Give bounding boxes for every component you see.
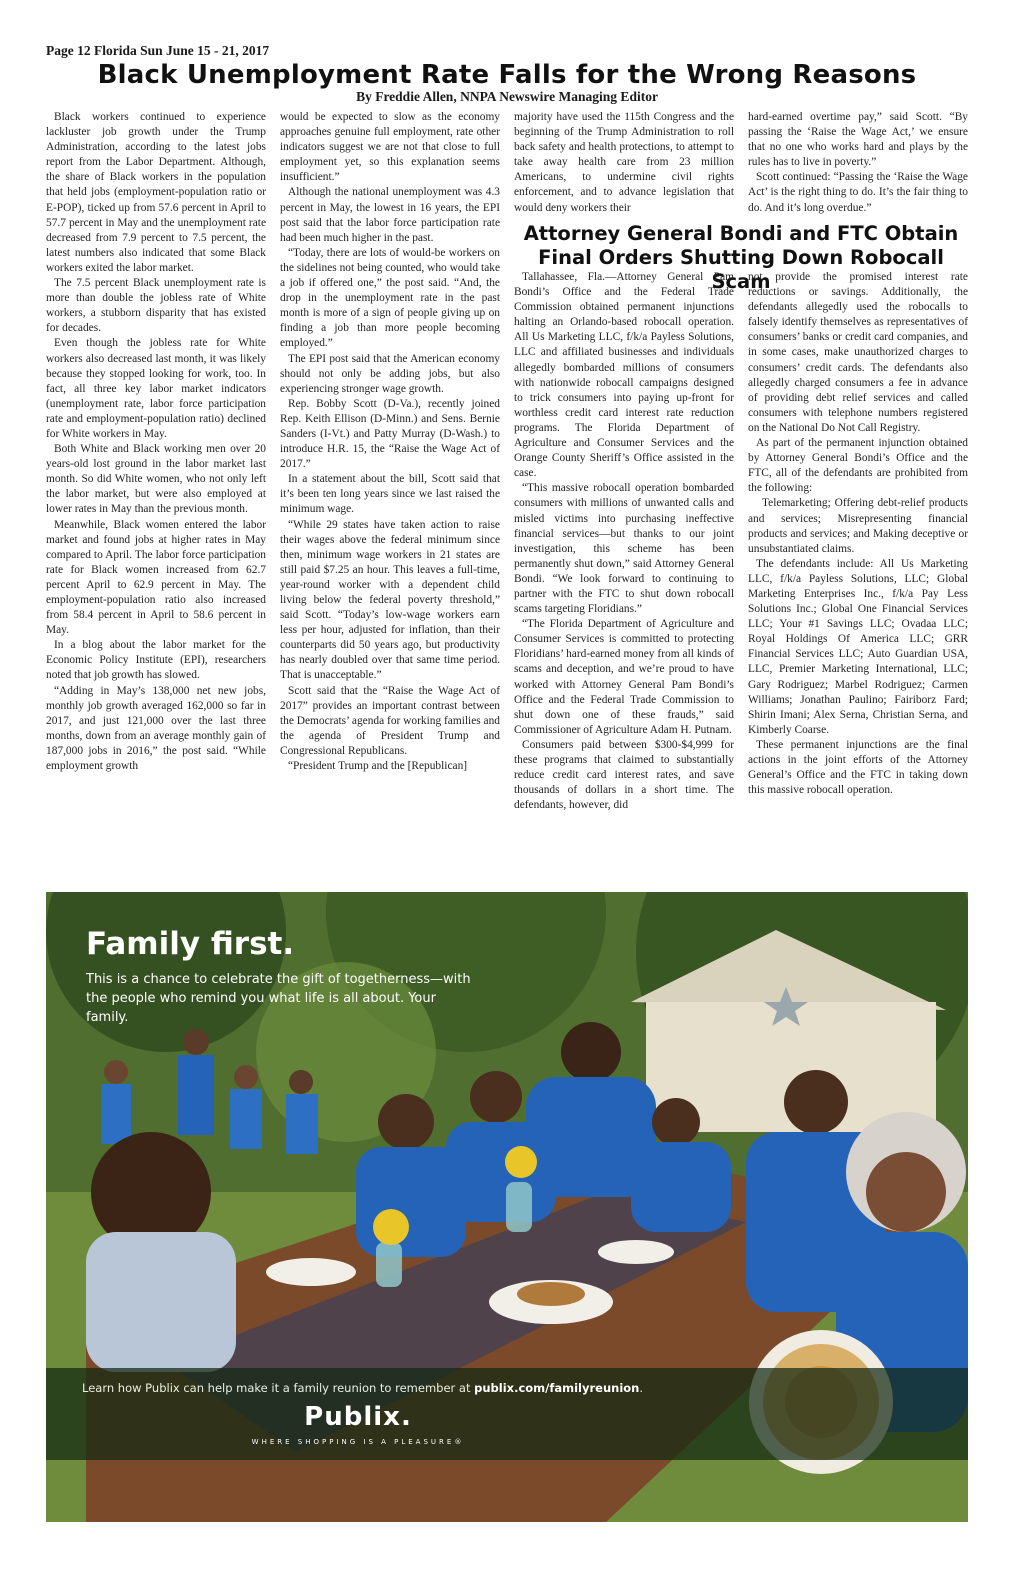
paragraph: “While 29 states have taken action to raise their wages above the federal minimum since then, minimum wage workers in 21 states are still paid $7.25 an hour. This leaves a full-time, year-round worker with a dependent child living below the federal poverty threshold,” said Scott. “Today’s low-wage workers earn less per hour, adjusted for inflation, than their counterparts did 50 years ago, but productivity has nearly doubled over that same time period. That is unacceptable.” bbox=[280, 518, 500, 682]
paragraph: The defendants include: All Us Marketing LLC, f/k/a Payless Solutions, LLC; Global Marketing Enterprises Inc., f/k/a Pay Less Solutions Inc.; Global One Financial Services LLC; Your #1 Savings LLC; Ovadaa LLC; Royal Holdings Of America LLC; GRR Financial Services LLC; Auto Guardian USA, LLC, Premier Marketing International, LLC; Gary Rodriguez; Marbel Rodriguez; Carmen Williams; Jonathan Paulino; Fairiborz Fard; Shirin Imani; Alex Serna, Christian Serna, and Kimberly Coarse. bbox=[748, 557, 968, 736]
page-headline: Black Unemployment Rate Falls for the Wrong Reasons bbox=[97, 60, 917, 90]
article2-column-1 bbox=[514, 270, 734, 813]
cta-url-link[interactable]: publix.com/familyreunion bbox=[474, 1381, 640, 1395]
paragraph: Although the national unemployment was 4.3 percent in May, the lowest in 16 years, the EPI post said that the labor force participation rate had been much higher in the past. bbox=[280, 186, 500, 244]
byline: By Freddie Allen, NNPA Newswire Managing Editor bbox=[356, 89, 658, 104]
paragraph: Both White and Black working men over 20 years-old lost ground in the labor market last month. So did White women, who not only left the labor market, but were also employed at lower rates in May than the previous month. bbox=[46, 443, 266, 516]
article1-column-4 bbox=[748, 110, 968, 216]
article1-column-1 bbox=[46, 110, 266, 774]
paragraph: Scott said that the “Raise the Wage Act of 2017” provides an important contrast between the Democrats’ agenda for working families and the agenda of President Trump and Congressional Republicans. bbox=[280, 684, 500, 757]
paragraph: would be expected to slow as the economy approaches genuine full employment, rate other indicators suggest we are not that close to full employment yet, so this explanation seems insufficient.” bbox=[280, 111, 500, 184]
paragraph: “President Trump and the [Republican] bbox=[288, 760, 468, 773]
cta-period: . bbox=[639, 1381, 644, 1395]
article1-column-3 bbox=[514, 110, 734, 216]
paragraph: majority have used the 115th Congress and the beginning of the Trump Administration to roll back safety and health protections, to attempt to take away health care from 23 million Americans, to undermine civil rights enforcement, and to advance legislation that would deny workers their bbox=[514, 111, 734, 214]
paragraph: Even though the jobless rate for White workers also decreased last month, it was likely because they stopped looking for work, too. In fact, all three key labor market indicators (unemployment rate, labor force participation rate and employment-population ratio) declined for White workers in May. bbox=[46, 337, 266, 440]
paragraph: Consumers paid between $300-$4,999 for these programs that claimed to substantially reduce credit card interest rates, and save thousands of dollars in a short time. The defendants, however, did bbox=[514, 738, 734, 812]
paragraph: “The Florida Department of Agriculture and Consumer Services is committed to protecting Floridians’ hard-earned money from all kinds of scams and deception, and we’re proud to have worked with Attorney General Pam Bondi’s Office and the Federal Trade Commission to shut down one of these frauds,” said Commissioner of Agriculture Adam H. Putnam. bbox=[514, 618, 734, 736]
publix-logo: Publix. bbox=[304, 1402, 412, 1432]
paragraph: In a blog about the labor market for the Economic Policy Institute (EPI), researchers noted that job growth has slowed. bbox=[46, 639, 266, 682]
paragraph: In a statement about the bill, Scott said that it’s been ten long years since we last raised the minimum wage. bbox=[280, 473, 500, 516]
paragraph: “Today, there are lots of would-be workers on the sidelines not being counted, who would take a job if offered one,” the post said. “And, the drop in the unemployment rate in the past month is more of a sign of people giving up on finding a job than more people becoming employed.” bbox=[280, 246, 500, 350]
paragraph: “Adding in May’s 138,000 net new jobs, monthly job growth averaged 162,000 so far in 2017, and just 121,000 over the last three months, down from an average monthly gain of 187,000 jobs in 2016,” the post said. “While employment growth bbox=[46, 684, 266, 773]
paragraph: not provide the promised interest rate reductions or savings. Additionally, the defendants allegedly used the robocalls to falsely identify themselves as representatives of consumers’ banks or credit card companies, and in some cases, make unauthorized charges to consumers’ credit cards. The defendants also allegedly charged consumers a fee in advance of providing debt relief services and called consumers with telephone numbers registered on the National Do Not Call Registry. bbox=[748, 271, 968, 434]
paragraph: Black workers continued to experience lackluster job growth under the Trump Administration, according to the latest jobs report from the Labor Department. Although, the share of Black workers in the population that held jobs (employment-population ratio or E-POP), ticked up from 57.6 percent in April to 57.7 percent in May and the unemployment rate decreased from 7.9 percent to 7.5 percent, the latest numbers also indicated that some Black workers exited the labor market. bbox=[46, 111, 266, 274]
folio: Page 12 Florida Sun June 15 - 21, 2017 bbox=[46, 43, 270, 58]
paragraph: Tallahassee, Fla.—Attorney General Pam Bondi’s Office and the Federal Trade Commission obtained permanent injunctions halting an Orlando-based robocall operation. All Us Marketing LLC, f/k/a Payless Solutions, LLC and affiliated businesses and individuals allegedly bombarded millions of consumers with nationwide robocall campaigns designed to trick consumers into paying up-front for worthless credit card interest rate reduction programs. The Florida Department of Agriculture and Consumer Services and the Orange County Sheriff’s Office assisted in the case. bbox=[514, 271, 734, 480]
paragraph: Rep. Bobby Scott (D-Va.), recently joined Rep. Keith Ellison (D-Minn.) and Sens. Bernie Sanders (I-Vt.) and Patty Murray (D-Wash.) to introduce H.R. 15, the “Raise the Wage Act of 2017.” bbox=[280, 397, 500, 471]
ad-call-to-action bbox=[82, 1381, 643, 1395]
publix-tagline: WHERE SHOPPING IS A PLEASURE® bbox=[251, 1438, 465, 1446]
publix-advertisement bbox=[46, 892, 968, 1522]
paragraph: The 7.5 percent Black unemployment rate is more than double the jobless rate of White workers, a stubborn disparity that has existed for decades. bbox=[46, 277, 266, 335]
ad-title: Family first. bbox=[86, 926, 295, 962]
paragraph: These permanent injunctions are the final actions in the joint efforts of the Attorney General’s Office and the FTC in taking down this massive robocall operation. bbox=[748, 738, 968, 797]
paragraph: As part of the permanent injunction obtained by Attorney General Bondi’s Office and the FTC, all of the defendants are prohibited from the following: bbox=[748, 437, 968, 495]
paragraph: “This massive robocall operation bombarded consumers with millions of unwanted calls and misled victims into purchasing ineffective financial services—but thanks to our joint investigation, this scheme has been permanently shut down,” said Attorney General Bondi. “We look forward to continuing to partner with the FTC to shut down robocall scams targeting Floridians.” bbox=[514, 482, 734, 616]
paragraph: The EPI post said that the American economy should not only be adding jobs, but also experiencing stronger wage growth. bbox=[280, 352, 500, 395]
cta-text: Learn how Publix can help make it a family reunion to remember at bbox=[82, 1381, 475, 1395]
article2-column-2 bbox=[748, 270, 968, 798]
article1-column-2 bbox=[280, 110, 500, 774]
paragraph: hard-earned overtime pay,” said Scott. “By passing the ‘Raise the Wage Act,’ we ensure that no one who works hard and plays by the rules has to live in poverty.” bbox=[748, 111, 968, 169]
paragraph: Scott continued: “Passing the ‘Raise the Wage Act’ is the right thing to do. It’s the fair thing to do. And it’s long overdue.” bbox=[748, 171, 968, 214]
article2-headline: Attorney General Bondi and FTC Obtain Final Orders Shutting Down Robocall Scam bbox=[523, 222, 959, 293]
ad-subtitle: This is a chance to celebrate the gift of togetherness—with the people who remind you what life is all about. Your family. bbox=[86, 972, 471, 1025]
paragraph: Telemarketing; Offering debt-relief products and services; Misrepresenting financial products and services; and Making deceptive or unsubstantiated claims. bbox=[748, 497, 968, 555]
paragraph: Meanwhile, Black women entered the labor market and found jobs at higher rates in May compared to April. The labor force participation rate for Black women increased from 62.7 percent April to 62.9 percent in May. The employment-population ratio also increased from 58.4 percent in April to 58.6 percent in May. bbox=[46, 518, 266, 637]
